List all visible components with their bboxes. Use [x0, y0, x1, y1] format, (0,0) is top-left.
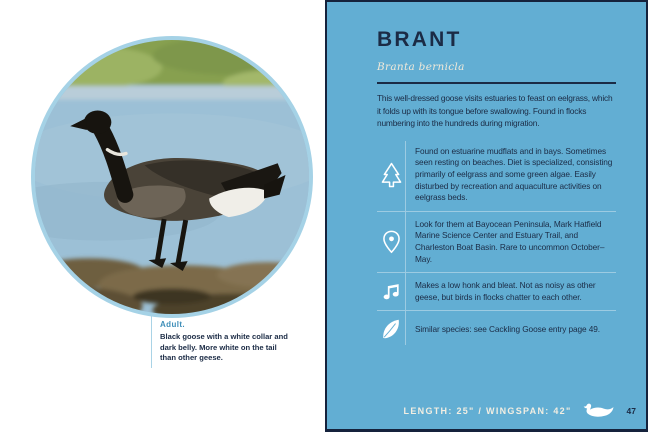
location-text: Look for them at Bayocean Peninsula, Mark Hatfield Marine Science Center and Estuary Trail, and Charleston Boat Basin. Rare to uncommon October–May.	[415, 218, 605, 264]
page-number: 47	[626, 406, 636, 416]
similar-species-section	[377, 310, 616, 347]
panel-footer	[404, 400, 636, 422]
brant-goose-photo	[31, 36, 313, 318]
species-title: BRANT	[377, 28, 462, 51]
feather-icon	[377, 318, 405, 340]
caption-connector-line	[151, 316, 152, 368]
music-note-icon	[377, 283, 405, 301]
habitat-text: Found on estuarine mudflats and in bays. Sometimes seen resting on beaches. Diet is specialized, consisting primarily of eelgrass and some green algae. Easily disturbed by recreation and aquaculture activities on eelgrass beds.	[415, 145, 613, 203]
location-section	[377, 211, 616, 272]
habitat-section	[377, 139, 616, 211]
photo-caption	[160, 320, 288, 364]
measurements-text: LENGTH: 25" / WINGSPAN: 42"	[403, 406, 572, 416]
similar-species-text: Similar species: see Cackling Goose entry page 49.	[415, 323, 601, 334]
caption-label: Adult.	[160, 320, 186, 329]
title-divider	[377, 82, 616, 84]
sound-text: Makes a low honk and bleat. Not as noisy as other geese, but birds in flocks chatter to each other.	[415, 280, 596, 302]
location-pin-icon	[377, 230, 405, 254]
species-info-panel	[325, 0, 648, 432]
scientific-name: Branta bernicla	[377, 61, 465, 73]
goose-silhouette-icon	[582, 400, 616, 422]
tree-icon	[377, 162, 405, 188]
sound-section	[377, 272, 616, 310]
species-description: This well-dressed goose visits estuaries to feast on eelgrass, which it folds up with its tongue before swallowing. Found in flocks numbering into the hundreds during migration.	[377, 93, 613, 129]
caption-text: Black goose with a white collar and dark belly. More white on the tail than other geese.	[160, 332, 288, 362]
panel-content	[377, 2, 616, 429]
goose-photo-illustration	[35, 40, 309, 314]
info-sections	[377, 139, 616, 348]
